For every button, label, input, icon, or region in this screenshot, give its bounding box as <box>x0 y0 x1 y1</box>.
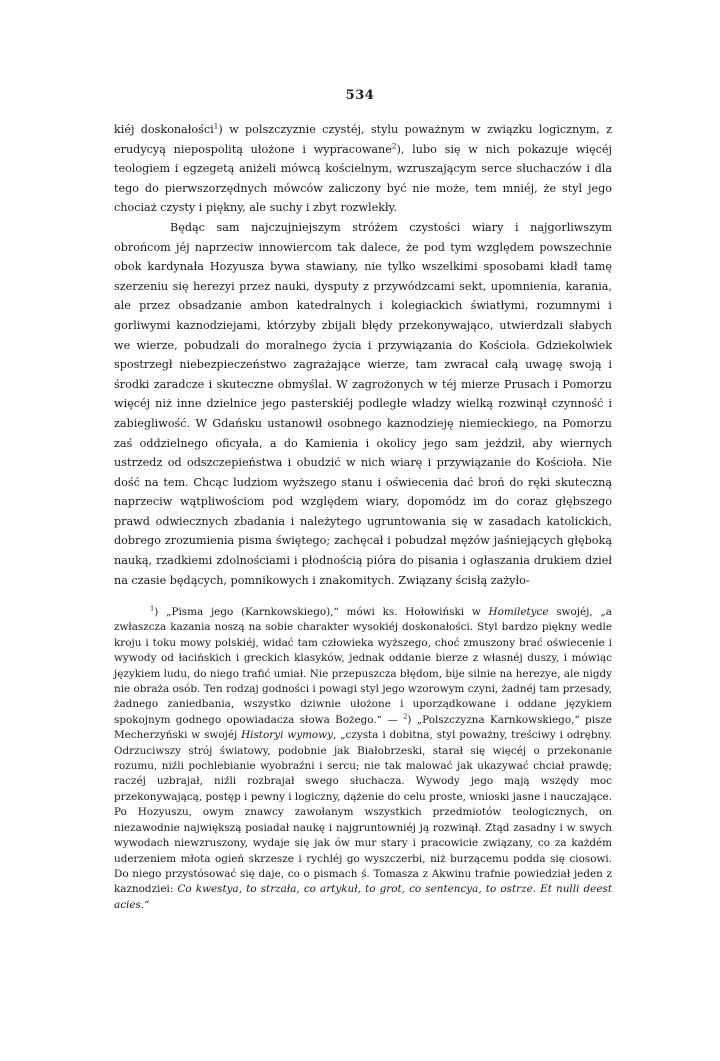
italic-text: Historyi wymowy <box>241 729 333 742</box>
italic-text: Co kwestya, to strzała, co artykuł, to grot, co sentencya, to ostrze. Et nulli deest acies. <box>114 883 612 911</box>
text-run: ) „Pisma jego (Karnkowskiego),“ mówi ks. Hołowiński w <box>154 606 489 618</box>
text-run: “ <box>144 898 150 911</box>
text-run: swojéj, „a zwłaszcza kazania noszą na sobie charakter wysokiéj doskonałości. Styl bardzo piękny wedle kroju i toku mowy polskiéj, widać tam człowieka wyższego, choć zmuszony brać oświecenie i wywody od łacińskich i greckich klasyków, jednak oddanie bierze z własnéj duszy, i mówiąc językiem ludu, do niego trafić umiał. Nie przepuszcza błędom, bije silnie na herezye, ale nigdy nie obraża osób. Ten rodzaj godności i powagi styl jego wzorowym czyni, żadnéj tam przesady, żadnego zaniedbania, wszystko dziwnie ułożone i uporządkowane i oddane językiem spokojnym godnego opowiadacza słowa Bożego.“ — <box>114 606 612 726</box>
text-run: ) w polszczyznie czystéj, stylu poważnym w związku logicznym, z erudycyą niepospolitą ułożone i wypracowane <box>114 123 612 156</box>
page-number: 534 <box>345 88 375 103</box>
paragraph <box>114 120 612 218</box>
text-run: ) „Polszczyzna Karnkowskiego,“ pisze Mecherzyński w swojéj <box>114 713 612 742</box>
footnote-marker: 2 <box>391 140 397 150</box>
text-run: Będąc sam najczujniejszym stróżem czystości wiary i najgorliwszym obrońcom jéj naprzeciw innowiercom tak dalece, że pod tym względem powszechnie obok kardynała Hozyusza bywa stawiany, nie tylko wszelkimi sposobami kładł tamę szerzeniu się herezyi przez nauki, dysputy z przywódzcami sekt, upomnienia, karania, ale przez obsadzanie ambon katedralnych i kolegiackich światłymi, rozumnymi i gorliwymi kaznodziejami, którzyby zbijali błędy przekonywająco, utwierdzali słabych we wierze, pobudzali do moralnego życia i przywiązania do Kościoła. Gdziekolwiek spostrzegł niebezpieczeństwo zagrażające wierze, tam zwracał całą uwagę swoją i środki zaradcze i skuteczne obmyślał. W zagrożonych w téj mierze Prusach i Pomorzu więcéj niż inne dzielnice jego pasterskiéj podległe władzy wielką rozwinął czynność i zabiegliwość. W Gdańsku ustanowił osobnego kaznodzieję niemieckiego, na Pomorzu zaś oddzielnego oficyała, a do Kamienia i okolicy jego sam jeździł, aby wiernych ustrzedz od odszczepieństwa i obudzić w nich wiarę i przywiązanie do Kościoła. Nie dość na tem. Chcąc ludziom wyższego stanu i oświecenia dać broń do ręki skuteczną naprzeciw wątpliwościom pod względem wiary, dopomódz im do coraz głębszego prawd odwiecznych zbadania i należytego ugruntowania się w zasadach katolickich, dobrego zrozumienia pisma świętego; zachęcał i pobudzał mężów jaśniejących głęboką nauką, rzadkiemi zdolnościami i płodnością pióra do pisania i ogłaszania drukiem dzieł na czasie będących, pomnikowych i znakomitych. Związany ścisłą zażyło- <box>114 220 612 587</box>
main-text <box>114 120 612 590</box>
footnote-marker: 1 <box>150 604 155 613</box>
footnotes <box>114 605 612 913</box>
text-run: , „czysta i dobitna, styl poważny, treściwy i odrębny. Odrzuciwszy strój światowy, podobnie jak Białobrzeski, starał się więcéj o przekonanie rozumu, niźli pochlebianie wyobraźni i sercu; nie tak malować jak ukazywać chciał prawdę; raczéj uzbrajał, niźli rozbrajał swego słuchacza. Wywody jego mają wszędy moc przekonywającą, postęp i pewny i logiczny, dążenie do celu proste, wnioski jasne i nauczające. Po Hozyuszu, owym znawcy zawołanym wszystkich przedmiotów teologicznych, on niezawodnie największą posiadał naukę i najgruntowniéj ją rozwinął. Ztąd zasadny i w swych wywodach niewzruszony, wydaje się jak ów mur stary i pracowicie związany, co za każdém uderzeniem młota ogień skrzesze i rychléj go wyszczerbi, niż burzącemu podda się ciosowi. Do niego przystósować się daje, co o pismach ś. Tomasza z Akwinu trafnie powiedział jeden z kaznodziei: <box>114 729 612 896</box>
footnote-marker: 2 <box>403 712 408 721</box>
paragraph <box>114 218 612 590</box>
text-run: ), lubo się w nich pokazuje więcéj teologiem i egzegetą aniżeli mówcą kościelnym, wzruszającym serce słuchaczów i dla tego do pierwszorzędnych mówców zaliczony być nie może, tem mniéj, że styl jego chociaż czysty i piękny, ale suchy i zbyt rozwlekły. <box>114 142 612 215</box>
text-run: kiéj doskonałości <box>114 123 214 136</box>
footnote-marker: 1 <box>213 121 219 131</box>
italic-text: Homiletyce <box>488 606 549 618</box>
footnote-text <box>114 605 612 913</box>
